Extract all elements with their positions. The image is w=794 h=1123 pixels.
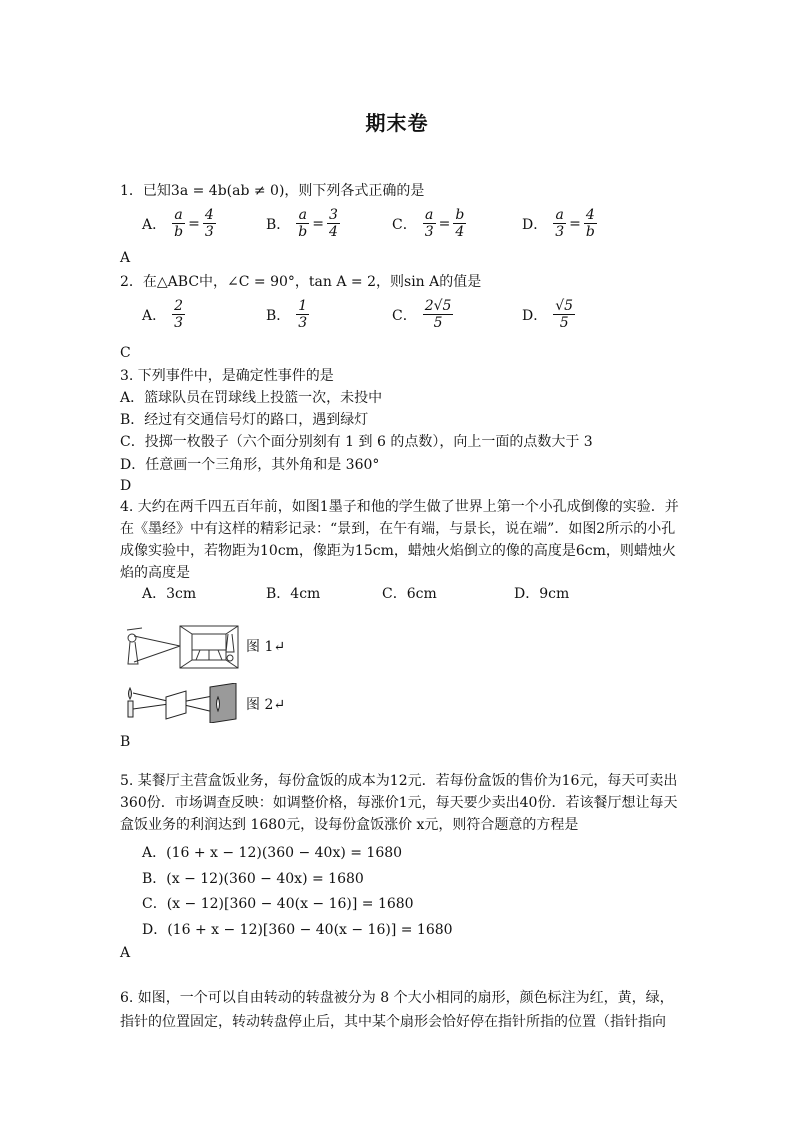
- q3-option-b: B．经过有交通信号灯的路口，遇到绿灯: [120, 412, 369, 428]
- q4-option-c: C．6cm: [382, 586, 437, 602]
- figure-2-label: 图 2↵: [246, 697, 286, 713]
- q4-stem: 4. 大约在两千四五百年前，如图1墨子和他的学生做了世界上第一个小孔成倒像的实验．并在《墨经》中有这样的精彩记录：“景到，在午有端，与景长，说在端”．如图2所示的小孔成像实验中，若物距为10cm，像距为15cm，蜡烛火焰倒立的像的高度是6cm，则蜡烛火焰的高度是: [120, 499, 679, 581]
- q5-stem: 5. 某餐厅主营盒饭业务，每份盒饭的成本为12元．若每份盒饭的售价为16元，每天可卖出360份．市场调查反映：如调整价格，每涨价1元，每天要少卖出40份．若该餐厅想让每天盒饭业务的利润达到 1680元，设每份盒饭涨价 x元，则符合题意的方程是: [120, 773, 678, 833]
- figure-1-label: 图 1↵: [246, 639, 286, 655]
- q4-answer: B: [120, 734, 131, 750]
- q5-option-b: B．(x − 12)(360 − 40x) = 1680: [142, 871, 364, 887]
- q5-option-d: D．(16 + x − 12)[360 − 40(x − 16)] = 1680: [142, 922, 453, 938]
- q1-answer: A: [120, 250, 131, 266]
- q5-answer: A: [120, 945, 131, 961]
- figure-2-candle-pinhole-diagram: [124, 683, 239, 723]
- q6-stem: 6. 如图，一个可以自由转动的转盘被分为 8 个大小相同的扇形，颜色标注为红，黄，绿，指针的位置固定，转动转盘停止后，其中某个扇形会恰好停在指针所指的位置（指针指向: [120, 990, 674, 1030]
- q3-option-a: A．篮球队员在罚球线上投篮一次，未投中: [120, 390, 383, 406]
- q4-option-a: A．3cm: [142, 586, 197, 602]
- q4-option-d: D．9cm: [514, 586, 570, 602]
- q1-option-b: B． $\frac{a}{b}$ = $\frac{3}{4}$: [266, 207, 338, 240]
- figure-1-pinhole-camera-illustration: [122, 620, 242, 672]
- q3-answer: D: [120, 478, 132, 494]
- q3-stem: 3. 下列事件中，是确定性事件的是: [120, 368, 334, 384]
- q2-option-c: C． $\frac{2√5}{5}$: [392, 298, 452, 331]
- q3-option-c: C．投掷一枚骰子（六个面分别刻有 1 到 6 的点数），向上一面的点数大于 3: [120, 434, 593, 450]
- q5-option-a: A．(16 + x − 12)(360 − 40x) = 1680: [142, 845, 403, 861]
- q2-option-d: D． $\frac{√5}{5}$: [522, 298, 574, 331]
- q2-option-b: B． $\frac{1}{3}$: [266, 298, 308, 331]
- q1-option-d: D． $\frac{a}{3}$ = $\frac{4}{b}$: [522, 207, 595, 240]
- page-title: 期末卷: [365, 111, 429, 135]
- q1-stem: 1．已知3a = 4b(ab ≠ 0)，则下列各式正确的是: [120, 183, 425, 199]
- q1-option-c: C． $\frac{a}{3}$ = $\frac{b}{4}$: [392, 207, 465, 240]
- q1-option-a: A． $\frac{a}{b}$ = $\frac{4}{3}$: [142, 207, 214, 240]
- q2-answer: C: [120, 345, 131, 361]
- q3-option-d: D．任意画一个三角形，其外角和是 360°: [120, 457, 380, 473]
- q2-option-a: A． $\frac{2}{3}$: [142, 298, 184, 331]
- q2-stem: 2．在△ABC中，∠C = 90°，tan A = 2，则sin A的值是: [120, 274, 482, 290]
- q5-option-c: C．(x − 12)[360 − 40(x − 16)] = 1680: [142, 896, 414, 912]
- q4-option-b: B．4cm: [266, 586, 321, 602]
